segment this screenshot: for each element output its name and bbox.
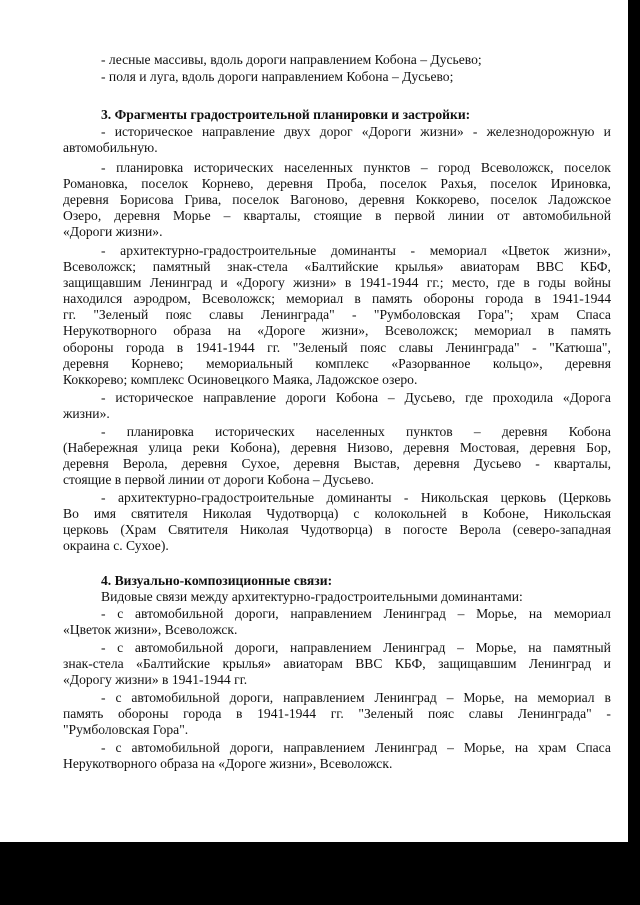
word: обороны — [63, 340, 114, 355]
text-line: жизни». — [63, 406, 110, 421]
word: Сухое, — [241, 456, 280, 471]
word: с — [115, 690, 122, 705]
word: где — [465, 390, 483, 405]
word: – — [223, 208, 231, 223]
text-line — [63, 259, 611, 275]
word: направлением — [283, 740, 365, 755]
word: аэродром, — [133, 291, 191, 306]
word: где — [497, 275, 516, 290]
text-line: «Дорогу жизни» в 1941-1944 гг. — [63, 672, 248, 687]
text-line: - поля и луга, вдоль дороги направлением Кобона – Дусьево; — [101, 69, 454, 84]
word: ВВС — [355, 656, 383, 671]
text-line — [101, 606, 611, 622]
text-line — [101, 124, 611, 140]
word: автомобильной — [135, 606, 224, 621]
text-line — [63, 323, 611, 339]
word: Морье, — [475, 640, 517, 655]
word: улица — [148, 440, 183, 455]
word: и — [220, 275, 228, 290]
word: 1941-1944 — [257, 706, 317, 721]
word: - — [532, 340, 537, 355]
text-line — [63, 356, 611, 372]
word: деревня — [181, 456, 228, 471]
word: - — [101, 740, 106, 755]
word: Морье, — [463, 740, 505, 755]
word: и — [603, 656, 611, 671]
word: архитектурно-градостроительные — [120, 243, 317, 258]
word: направление — [203, 390, 277, 405]
word: «Цветок — [501, 243, 550, 258]
word: церковь — [63, 522, 109, 537]
word: Нерукотворного — [63, 323, 157, 338]
word: в — [344, 275, 352, 290]
word: КБФ, — [394, 656, 426, 671]
word: колокольней — [374, 506, 447, 521]
text-line: «Цветок жизни», Всеволожск. — [63, 622, 238, 637]
word: храм — [530, 307, 559, 322]
word: Корнево; — [131, 356, 184, 371]
text-line: "Румболовская Гора". — [63, 722, 189, 737]
text-line — [63, 656, 611, 672]
word: - — [101, 243, 106, 258]
word: Дусьево, — [404, 390, 456, 405]
word: пояс — [165, 307, 192, 322]
word: Ладожское — [548, 192, 611, 207]
word: (Храм — [120, 522, 157, 537]
word: Ленинграда" — [260, 307, 335, 322]
word: 1941-1944 — [359, 275, 419, 290]
word: - — [535, 456, 540, 471]
word: память — [570, 323, 611, 338]
word: Грива, — [184, 192, 222, 207]
word: жизни», — [564, 243, 611, 258]
word: пунктов — [405, 424, 453, 439]
word: образа — [173, 323, 212, 338]
word: памятный — [553, 640, 611, 655]
word: стоящие — [313, 208, 363, 223]
word: «Дорогу — [235, 275, 285, 290]
word: «Дорога — [562, 390, 611, 405]
word: автомобильной — [131, 740, 220, 755]
word: автомобильной — [131, 690, 220, 705]
word: комплекс — [315, 356, 369, 371]
word: на — [514, 740, 529, 755]
word: - — [101, 424, 106, 439]
word: Спаса — [576, 307, 611, 322]
word: Во — [63, 506, 79, 521]
section-heading: 3. Фрагменты градостроительной планировки и застройки: — [101, 107, 471, 122]
word: Морье, — [463, 690, 505, 705]
word: направлением — [283, 690, 365, 705]
word: деревня — [358, 192, 405, 207]
word: (Церковь — [558, 490, 611, 505]
word: гг. — [267, 340, 281, 355]
word: «Дороги — [361, 124, 412, 139]
word: города — [126, 340, 165, 355]
word: кварталы, — [243, 208, 301, 223]
word: в — [604, 690, 611, 705]
word: гг. — [63, 307, 77, 322]
word: гг. — [330, 706, 344, 721]
word: первой — [394, 208, 436, 223]
text-line — [101, 740, 611, 756]
word: с — [115, 740, 122, 755]
word: деревня — [267, 176, 313, 191]
word: Дусьево — [473, 456, 522, 471]
word: славы — [398, 340, 434, 355]
word: - — [472, 124, 478, 139]
word: проходила — [492, 390, 554, 405]
word: в — [375, 208, 382, 223]
word: деревня — [501, 424, 548, 439]
text-line — [63, 506, 611, 522]
word: деревня — [565, 356, 611, 371]
word: КБФ, — [580, 259, 611, 274]
word: – — [420, 160, 428, 175]
word: - — [101, 690, 106, 705]
word: в — [461, 506, 469, 521]
word: Чудотворца) — [266, 506, 339, 521]
word: на — [528, 606, 543, 621]
word: - — [101, 390, 106, 405]
word: "Румболовская — [373, 307, 461, 322]
word: историческое — [115, 390, 194, 405]
word: Вагоново, — [290, 192, 348, 207]
word: автомобильной — [522, 208, 611, 223]
word: годы — [538, 275, 566, 290]
word: деревня — [413, 456, 460, 471]
word: жизни», — [321, 323, 369, 338]
word: Ленинград — [383, 640, 446, 655]
word: города — [183, 706, 222, 721]
word: Ленинград — [528, 656, 592, 671]
word: линии — [448, 208, 484, 223]
word: – — [387, 390, 395, 405]
word: населенных — [284, 160, 353, 175]
word: деревня — [63, 192, 109, 207]
word: пояс — [427, 706, 455, 721]
word: в — [523, 275, 530, 290]
word: реки — [192, 440, 220, 455]
word: направление — [202, 124, 275, 139]
word: архитектурно-градостроительные — [117, 490, 315, 505]
text-line — [63, 307, 611, 323]
word: церковь — [500, 490, 547, 505]
word: деревня — [403, 440, 450, 455]
text-line — [63, 456, 611, 472]
word: дороги — [285, 390, 327, 405]
word: Морье — [173, 208, 211, 223]
word: славы — [468, 706, 504, 721]
word: деревня — [529, 440, 576, 455]
word: - — [410, 243, 416, 258]
word: дороги, — [229, 690, 274, 705]
word: поселок — [379, 176, 427, 191]
word: дороги, — [234, 640, 279, 655]
word: в — [176, 340, 184, 355]
word: Ириновка, — [550, 176, 611, 191]
word: «Балтийские — [136, 656, 211, 671]
word: – — [457, 606, 465, 621]
word: Святителя — [168, 522, 228, 537]
word: "Зеленый — [358, 706, 414, 721]
word: дороги, — [229, 740, 274, 755]
text-line: стоящие в первой линии от дороги Кобона – Дусьево. — [63, 472, 374, 487]
word: (Набережная — [63, 440, 138, 455]
word: с — [117, 640, 124, 655]
word: место, — [451, 275, 489, 290]
word: мемориал — [474, 323, 532, 338]
word: защищавшим — [63, 275, 142, 290]
word: жизни» — [420, 124, 464, 139]
word: - — [101, 640, 106, 655]
word: – — [447, 740, 454, 755]
word: Никольская — [420, 490, 489, 505]
word: обороны — [117, 706, 169, 721]
word: кольцо», — [492, 356, 543, 371]
text-line — [101, 490, 611, 506]
word: пояс — [360, 340, 387, 355]
word: планировка — [116, 160, 184, 175]
word: памятный — [152, 259, 211, 274]
word: находился — [63, 291, 123, 306]
word: двух — [284, 124, 311, 139]
word: деревня — [63, 456, 109, 471]
word: кварталы, — [553, 456, 611, 471]
word: знак-стела — [63, 656, 124, 671]
word: – — [473, 424, 481, 439]
text-line: - лесные массивы, вдоль дороги направлением Кобона – Дусьево; — [101, 52, 482, 67]
word: - — [403, 490, 409, 505]
word: в — [354, 291, 361, 306]
word: погосте — [402, 522, 448, 537]
word: поселок — [490, 192, 538, 207]
word: автомобильной — [134, 640, 224, 655]
word: Чудотворца) — [300, 522, 373, 537]
word: Ленинграда" — [517, 706, 592, 721]
word: Спаса — [576, 740, 611, 755]
text-line: Коккорево; комплекс Осиновецкого Маяка, Ладожское озеро. — [63, 372, 418, 387]
word: с — [353, 506, 360, 521]
word: Николая — [239, 522, 289, 537]
text-line — [101, 640, 611, 656]
word: в — [384, 522, 391, 537]
text-line: Нерукотворного образа на «Дороге жизни», Всеволожск. — [63, 756, 393, 771]
word: Морье, — [476, 606, 518, 621]
word: Борисова — [119, 192, 174, 207]
word: - — [101, 160, 106, 175]
text-line — [101, 390, 611, 406]
word: с — [117, 606, 124, 621]
section-heading: 4. Визуально-композиционные связи: — [101, 573, 333, 588]
word: на — [514, 690, 528, 705]
text-line: Видовые связи между архитектурно-градостроительными доминантами: — [101, 589, 523, 604]
word: гг.; — [426, 275, 444, 290]
text-line — [63, 275, 611, 291]
word: и — [603, 124, 611, 139]
word: поселок — [490, 176, 538, 191]
word: Ленинград — [374, 690, 437, 705]
word: (северо-западная — [512, 522, 611, 537]
word: деревня — [290, 440, 337, 455]
word: поселок — [232, 192, 280, 207]
word: историческое — [114, 124, 193, 139]
word: исторических — [214, 424, 295, 439]
text-line — [63, 192, 611, 208]
word: поселок — [141, 176, 189, 191]
word: мемориал — [553, 606, 611, 621]
word: авиаторам — [460, 259, 520, 274]
text-line — [101, 690, 611, 706]
word: мемориал — [286, 291, 344, 306]
word: на — [528, 640, 542, 655]
word: Гора"; — [477, 307, 514, 322]
word: Всеволожск; — [384, 323, 458, 338]
word: Рахья, — [440, 176, 477, 191]
word: славы — [209, 307, 244, 322]
word: Ленинград — [149, 275, 213, 290]
word: - — [606, 706, 611, 721]
word: Мостовая, — [459, 440, 520, 455]
word: город — [438, 160, 471, 175]
word: Кобона — [335, 390, 379, 405]
word: в — [547, 323, 555, 338]
word: - — [101, 606, 106, 621]
text-line — [63, 208, 611, 224]
word: ВВС — [536, 259, 564, 274]
text-line — [101, 424, 611, 440]
text-line — [63, 176, 611, 192]
word: жизни» — [293, 275, 337, 290]
word: святителя — [130, 506, 188, 521]
word: направлением — [290, 606, 372, 621]
word: доминанты — [330, 243, 396, 258]
word: мемориал — [537, 690, 595, 705]
word: мемориальный — [205, 356, 293, 371]
word: Проба, — [326, 176, 367, 191]
text-line — [63, 291, 611, 307]
text-line: окраина с. Сухое). — [63, 538, 169, 553]
word: защищавшим — [438, 656, 517, 671]
word: Верола — [459, 522, 501, 537]
word: крылья» — [222, 656, 272, 671]
word: - — [101, 490, 106, 505]
word: авиаторам — [283, 656, 343, 671]
word: дорог — [319, 124, 353, 139]
word: Бор, — [586, 440, 611, 455]
word: мемориал — [429, 243, 487, 258]
word: Верола, — [122, 456, 168, 471]
word: Выстав, — [353, 456, 400, 471]
word: память — [371, 291, 413, 306]
text-line: «Дороги жизни». — [63, 224, 163, 239]
text-line — [63, 440, 611, 456]
word: деревня — [293, 456, 340, 471]
text-line — [63, 706, 611, 722]
word: обороны — [423, 291, 474, 306]
word: - — [101, 124, 106, 139]
word: от — [497, 208, 510, 223]
word: поселок — [564, 160, 611, 175]
word: Ленинград — [383, 606, 446, 621]
word: планировка — [126, 424, 194, 439]
word: Всеволожск; — [63, 259, 137, 274]
word: «Балтийские — [304, 259, 379, 274]
word: пунктов — [363, 160, 411, 175]
word: - — [352, 307, 357, 322]
word: Кобона — [568, 424, 611, 439]
word: Корнево, — [201, 176, 254, 191]
word: "Зеленый — [292, 340, 348, 355]
text-line — [101, 160, 611, 176]
word: деревня — [63, 356, 109, 371]
word: Кобона), — [230, 440, 281, 455]
word: города — [485, 291, 524, 306]
word: железнодорожную — [486, 124, 595, 139]
word: – — [446, 690, 454, 705]
word: Озеро, — [63, 208, 102, 223]
word: дороги, — [235, 606, 279, 621]
word: Романовка, — [63, 176, 128, 191]
word: исторических — [193, 160, 274, 175]
text-line — [63, 340, 611, 356]
word: направлением — [290, 640, 372, 655]
text-line — [101, 243, 611, 259]
text-line: автомобильную. — [63, 140, 158, 155]
word: Кобоне, — [483, 506, 529, 521]
word: Николая — [202, 506, 252, 521]
word: 1941-1944 — [552, 291, 611, 306]
word: «Разорванное — [391, 356, 471, 371]
word: "Катюша", — [549, 340, 611, 355]
word: Никольская — [543, 506, 611, 521]
word: имя — [93, 506, 116, 521]
word: в — [534, 291, 541, 306]
word: доминанты — [326, 490, 392, 505]
word: "Зеленый — [93, 307, 149, 322]
word: Низово, — [347, 440, 393, 455]
text-line — [63, 522, 611, 538]
word: память — [63, 706, 104, 721]
word: Всеволожск, — [480, 160, 554, 175]
word: Коккорево, — [415, 192, 480, 207]
word: населенных — [315, 424, 385, 439]
word: «Дороге — [257, 323, 306, 338]
word: крылья» — [395, 259, 444, 274]
word: деревня — [114, 208, 160, 223]
word: войны — [574, 275, 611, 290]
word: 1941-1944 — [195, 340, 255, 355]
word: на — [227, 323, 241, 338]
word: Ленинград — [374, 740, 438, 755]
word: Ленинграда" — [445, 340, 520, 355]
word: знак-стела — [227, 259, 288, 274]
word: в — [236, 706, 243, 721]
word: – — [457, 640, 464, 655]
word: храм — [538, 740, 567, 755]
word: Всеволожск; — [201, 291, 275, 306]
